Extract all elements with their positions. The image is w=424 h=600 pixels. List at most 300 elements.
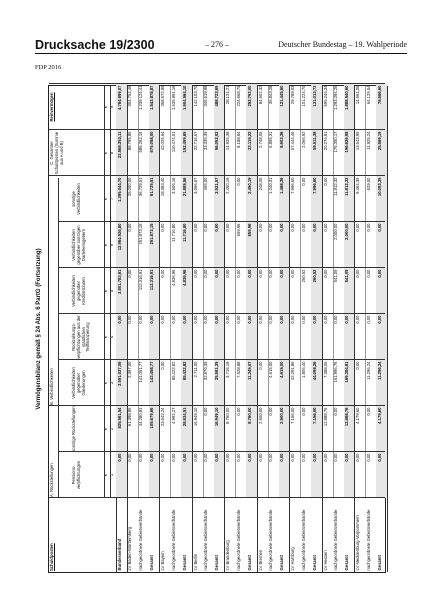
table-cell: 152.499,65 <box>181 131 187 153</box>
table-cell: 586.262,15 <box>138 131 144 153</box>
table-cell: 488.723,69 <box>214 85 220 107</box>
table-cell: 4.179,60 <box>355 407 361 424</box>
table-cell: 84.602,32 <box>257 85 263 105</box>
table-cell: 1.888.540,60 <box>344 85 350 110</box>
header-rule <box>110 86 111 498</box>
row-label: nachgeordnete Gebietsverbände <box>268 509 274 571</box>
table-cell: 0,00 <box>376 315 382 324</box>
table-cell: 0,00 <box>159 315 165 324</box>
column-index: 5 <box>109 289 114 293</box>
group-header-d: Reinvermögen <box>49 92 54 122</box>
row-label: Gesamt <box>214 555 220 571</box>
table-cell: 0,00 <box>159 223 165 232</box>
table-cell: 346.619,99 <box>203 85 209 107</box>
table-cell: 0,00 <box>235 177 241 186</box>
table-cell: 0,00 <box>333 407 339 416</box>
row-label: LV Brandenburg <box>225 540 231 571</box>
table-cell: 112.316,91 <box>138 269 144 291</box>
table-cell: 465,00 <box>203 177 209 191</box>
table-cell: 2.500,00 <box>279 407 285 424</box>
table-cell: 0,00 <box>214 223 220 232</box>
page-header <box>35 38 407 52</box>
table-cell: 1.395.044,70 <box>116 177 122 202</box>
table-cell: 2.066,92 <box>300 131 306 148</box>
column-rule <box>49 129 385 130</box>
currency-cell: € <box>103 105 108 109</box>
table-cell: 2.748,05 <box>257 131 263 148</box>
table-cell: 42.291,86 <box>290 361 296 381</box>
table-cell: 0,00 <box>300 407 306 416</box>
table-cell: 304.754,46 <box>127 85 133 107</box>
table-cell: 8.760,00 <box>225 407 231 424</box>
table-cell: 2.000,00 <box>344 223 350 240</box>
table-cell: 0,00 <box>365 223 371 232</box>
row-label: Bundesverband <box>116 538 122 571</box>
table-cell: 4.179,60 <box>376 407 382 424</box>
column-header-3: Verbindlichkeiten gegenüber Gliederungen <box>71 367 86 399</box>
table-cell: 23.115,22 <box>246 131 252 150</box>
table-cell: 0,00 <box>355 223 361 232</box>
table-cell: 0,00 <box>355 361 361 370</box>
table-cell: 0,00 <box>159 453 165 462</box>
table-cell: 0,00 <box>257 315 263 324</box>
column-rule <box>58 313 385 314</box>
table-cell: 0,00 <box>235 407 241 416</box>
table-cell: 629,00 <box>365 177 371 191</box>
table-cell: 0,00 <box>300 315 306 324</box>
table-cell: 35.581,35 <box>214 361 220 381</box>
table-cell: 8.760,00 <box>246 407 252 424</box>
table-cell: 12.888,76 <box>344 407 350 427</box>
table-cell: 0,00 <box>225 315 231 324</box>
table-cell: 0,00 <box>225 269 231 278</box>
table-cell: 1.488,36 <box>279 177 285 194</box>
table-cell: 3.521,57 <box>214 177 220 194</box>
table-cell: 101.224,70 <box>300 85 306 107</box>
table-cell: 0,00 <box>365 407 371 416</box>
column-index: 9 <box>109 105 114 109</box>
table-cell: 11.296,24 <box>376 361 382 380</box>
table-cell: 0,00 <box>344 315 350 324</box>
table-cell: 0,00 <box>376 453 382 462</box>
table-cell: 0,00 <box>268 223 274 232</box>
table-cell: 4.615,00 <box>268 361 274 378</box>
table-cell: 3.506,16 <box>170 177 176 194</box>
row-label: nachgeordnete Gebietsverbände <box>235 509 241 571</box>
column-header-5: Verbindlichkeiten gegenüber Kreditinstituten <box>71 275 86 307</box>
table-cell: 8.188,84 <box>235 131 241 148</box>
table-cell: 0,00 <box>279 269 285 278</box>
table-cell: 25.569,19 <box>376 131 382 151</box>
table-cell: 142.103,70 <box>192 85 198 107</box>
table-cell: 0,00 <box>268 315 274 324</box>
table-cell: 1.806,40 <box>300 361 306 378</box>
table-cell: 7.528,88 <box>235 361 241 378</box>
header-rule <box>58 178 59 498</box>
table-cell: 0,00 <box>279 453 285 462</box>
row-label: Gesamt <box>279 555 285 571</box>
table-cell: 0,00 <box>203 269 209 278</box>
table-cell: 0,00 <box>214 315 220 324</box>
table-cell: 61.398,85 <box>127 407 133 427</box>
table-cell: 659,96 <box>246 223 252 237</box>
table-cell: 4.836,96 <box>181 269 187 286</box>
table-cell: 1.535.991,15 <box>170 85 176 110</box>
table-cell: 0,00 <box>149 315 155 324</box>
table-cell: 0,00 <box>279 315 285 324</box>
table-cell: 0,00 <box>279 223 285 232</box>
table-cell: 9.464,35 <box>355 177 361 194</box>
table-cell: 7.996,60 <box>290 177 296 194</box>
table-cell: 7.996,60 <box>311 177 317 194</box>
table-cell: 143.458,77 <box>149 361 155 383</box>
row-label: Gesamt <box>181 555 187 571</box>
table-cell: 0,00 <box>246 269 252 278</box>
column-rule <box>58 451 385 452</box>
row-label: nachgeordnete Gebietsverbände <box>365 509 371 571</box>
table-cell: 4.992,27 <box>170 407 176 424</box>
table-cell: 0,00 <box>322 269 328 278</box>
column-index: 3 <box>109 381 114 385</box>
row-label: LV Bayern <box>159 551 165 571</box>
table-cell: 11.716,80 <box>170 223 176 242</box>
table-cell: 0,00 <box>333 315 339 324</box>
table-cell: 59.511,38 <box>311 131 317 150</box>
table-cell: 368.572,95 <box>159 85 165 107</box>
table-cell: 0,00 <box>322 315 328 324</box>
table-cell: 176.350,17 <box>333 131 339 153</box>
table-cell: 12.888,76 <box>322 407 328 427</box>
table-cell: 0,00 <box>268 269 274 278</box>
table-cell: 0,00 <box>159 361 165 370</box>
table-cell: 0,00 <box>355 315 361 324</box>
table-cell: 0,00 <box>203 453 209 462</box>
table-cell: 64.125,54 <box>365 85 371 105</box>
table-cell: 141.061,77 <box>138 361 144 383</box>
table-cell: 0,00 <box>322 453 328 462</box>
table-cell: 105.679,66 <box>149 407 155 429</box>
row-label: Gesamt <box>344 555 350 571</box>
table-cell: 57.444,46 <box>290 131 296 151</box>
currency-cell: € <box>103 151 108 155</box>
table-cell: 260,52 <box>311 269 317 283</box>
row-label: Gesamt <box>149 555 155 571</box>
table-cell: 121.445,60 <box>279 85 285 107</box>
table-cell: 0,00 <box>127 453 133 462</box>
table-cell: 85.422,82 <box>170 361 176 381</box>
table-cell: 0,00 <box>170 453 176 462</box>
table-cell: 0,00 <box>138 315 144 324</box>
table-cell: 0,00 <box>127 315 133 324</box>
table-cell: 33.335,35 <box>203 131 209 151</box>
table-cell: 260,52 <box>300 269 306 283</box>
column-rule <box>49 405 385 406</box>
table-cell: 44.098,26 <box>311 361 317 381</box>
table-cell: 44.280,81 <box>138 407 144 427</box>
row-label: Gesamt <box>376 555 382 571</box>
table-cell: 0,00 <box>235 269 241 278</box>
table-cell: 11.716,80 <box>181 223 187 242</box>
row-label: Gesamt <box>311 555 317 571</box>
table-cell: 7.156,00 <box>290 407 296 424</box>
table-cell: 0,00 <box>192 269 198 278</box>
table-cell: 1.240,31 <box>268 177 274 194</box>
table-cell: 0,00 <box>290 269 296 278</box>
table-cell: 11.812,32 <box>344 177 350 196</box>
table-cell: 11.925,24 <box>365 131 371 150</box>
table-cell: 2.397,00 <box>127 361 133 378</box>
table-cell: 595.246,34 <box>322 85 328 107</box>
row-label: nachgeordnete Gebietsverbände <box>138 509 144 571</box>
table-cell: 3.591.037,06 <box>116 361 122 386</box>
table-cell: 0,00 <box>181 453 187 462</box>
column-rule <box>49 175 385 176</box>
table-cell: 7.388,05 <box>322 361 328 378</box>
row-label: LV Baden-Württemberg <box>127 526 133 571</box>
table-cell: 4.764.699,07 <box>116 85 122 110</box>
table-cell: 0,00 <box>322 177 328 186</box>
table-cell: 0,00 <box>203 315 209 324</box>
header-rule <box>104 86 105 498</box>
table-cell: 0,00 <box>170 315 176 324</box>
column-index: 2 <box>109 427 114 431</box>
table-cell: 0,00 <box>333 453 339 462</box>
table-cell: 0,00 <box>246 315 252 324</box>
table-cell: 0,00 <box>376 223 382 232</box>
table-cell: 248,05 <box>257 177 263 191</box>
row-label: nachgeordnete Gebietsverbände <box>203 509 209 571</box>
table-cell: 0,00 <box>257 361 263 370</box>
table-cell: 541,09 <box>333 269 339 283</box>
row-label: nachgeordnete Gebietsverbände <box>300 509 306 571</box>
table-cell: 0,00 <box>214 269 220 278</box>
table-cell: 0,00 <box>159 269 165 278</box>
table-cell: 7.156,00 <box>311 407 317 424</box>
table-cell: 0,00 <box>214 453 220 462</box>
table-cell: 112.316,91 <box>149 269 155 291</box>
currency-cell: € <box>103 243 108 247</box>
table-cell: 18.383,40 <box>159 177 165 197</box>
table-cell: 1.293.294,26 <box>333 85 339 110</box>
column-rule <box>49 83 385 84</box>
table-cell: 0,00 <box>268 407 274 416</box>
row-rule <box>387 86 388 572</box>
table-cell: 161.996,76 <box>333 361 339 383</box>
table-cell: 22.568.353,11 <box>116 131 122 159</box>
table-cell: 61.729,51 <box>149 177 155 197</box>
table-cell: 0,00 <box>235 453 241 462</box>
table-cell: 88.795,85 <box>127 131 133 151</box>
table-cell: 5.855,31 <box>268 131 274 148</box>
column-header-2: sonstige Rückstellungen <box>71 406 76 452</box>
column-header-4: Rückzahlungs-verpflichtungen aus der staatlichen Teilfinanzierung <box>71 315 91 359</box>
table-cell: 0,00 <box>268 453 274 462</box>
table-cell: 0,00 <box>290 315 296 324</box>
table-cell: 29.789,03 <box>290 85 296 105</box>
table-cell: 12.964.926,80 <box>116 223 122 251</box>
table-cell: 0,00 <box>257 269 263 278</box>
table-cell: 169.384,81 <box>344 361 350 383</box>
row-label: nachgeordnete Gebietsverbände <box>333 509 339 571</box>
table-cell: 110.474,01 <box>170 131 176 153</box>
table-cell: 28.634,51 <box>181 407 187 427</box>
table-cell: 28.124,21 <box>225 85 231 105</box>
table-cell: 0,00 <box>300 453 306 462</box>
table-cell: 0,00 <box>311 315 317 324</box>
table-cell: 3.056,57 <box>192 177 198 194</box>
rotated-table-stage <box>35 85 388 573</box>
table-cell: 0,00 <box>192 315 198 324</box>
table-cell: 1.904.564,10 <box>181 85 187 110</box>
table-cell: 56.052,02 <box>214 131 220 151</box>
table-cell: 0,00 <box>203 407 209 416</box>
column-rule <box>49 497 385 498</box>
table-cell: 825.561,54 <box>116 407 122 429</box>
table-cell: 0,00 <box>225 223 231 232</box>
row-label: LV Hamburg <box>290 547 296 571</box>
table-cell: 0,00 <box>376 269 382 278</box>
table-cell: 21.889,56 <box>181 177 187 197</box>
group-header-c: C. Gesamter Schuldposten (Summe aus A und B) <box>49 131 64 175</box>
column-header-1: Pensions-verpflichtungen <box>71 460 81 490</box>
table-cell: 11.812,32 <box>333 177 339 196</box>
table-cell: 22.716,67 <box>192 131 198 151</box>
page-number: – 276 – <box>205 40 229 49</box>
table-cell: 25.000,00 <box>127 177 133 197</box>
table-cell: 36.843,28 <box>268 85 274 105</box>
row-label: LV Hessen <box>322 550 328 571</box>
table-cell: 16.949,10 <box>192 407 198 427</box>
currency-cell: € <box>103 335 108 339</box>
table-cell: 224.668,75 <box>235 85 241 107</box>
column-rule <box>58 221 385 222</box>
table-cell: 42.025,64 <box>159 131 165 151</box>
column-rule <box>58 267 385 268</box>
table-cell: 0,00 <box>365 453 371 462</box>
publication-name: Deutscher Bundestag – 19. Wahlperiode <box>278 40 407 49</box>
table-cell: 251.873,15 <box>149 223 155 245</box>
table-cell: 0,00 <box>181 315 187 324</box>
table-cell: 0,00 <box>225 453 231 462</box>
balance-sheet-table <box>48 85 386 573</box>
table-cell: 659,96 <box>235 223 241 237</box>
table-cell: 4.615,00 <box>279 361 285 378</box>
table-cell: 252.793,00 <box>246 85 252 107</box>
column-index: 1 <box>109 473 114 477</box>
table-cell: 2.450,19 <box>225 177 231 194</box>
table-cell: 0,00 <box>290 453 296 462</box>
row-label: LV Bremen <box>257 549 263 571</box>
table-cell: 0,00 <box>116 453 122 462</box>
party-year-label: FDP 2016 <box>35 64 62 71</box>
table-cell: 11.245,07 <box>246 361 252 380</box>
table-cell: 0,00 <box>192 453 198 462</box>
table-cell: 13.643,95 <box>355 131 361 151</box>
group-header-b: B. Verbindlichkeiten <box>49 368 54 405</box>
table-cell: 0,00 <box>355 269 361 278</box>
table-cell: 0,00 <box>127 269 133 278</box>
table-cell: 0,00 <box>365 315 371 324</box>
column-index: 7 <box>109 197 114 201</box>
column-rule <box>58 359 385 360</box>
table-cell: 0,00 <box>116 315 122 324</box>
table-cell: 1.239.124,41 <box>138 85 144 110</box>
table-cell: 0,00 <box>365 269 371 278</box>
column-header-7: sonstige Verbindlichkeiten <box>71 183 81 215</box>
table-cell: 0,00 <box>246 453 252 462</box>
row-label: LV Berlin <box>192 553 198 571</box>
rotated-table <box>35 85 388 573</box>
currency-cell: € <box>103 427 108 431</box>
table-cell: 0,00 <box>127 223 133 232</box>
row-label: LV Mecklenburg-Vorpommern <box>355 515 361 571</box>
table-cell: 0,00 <box>311 453 317 462</box>
currency-cell: € <box>103 381 108 385</box>
table-cell: 0,00 <box>344 453 350 462</box>
table-cell: 0,00 <box>192 223 198 232</box>
table-cell: 251.873,15 <box>138 223 144 245</box>
table-cell: 2.500,00 <box>257 407 263 424</box>
section-label: Schuldposten <box>49 543 54 571</box>
header-rule <box>35 53 407 54</box>
currency-cell: € <box>103 197 108 201</box>
table-cell: 1.543.878,87 <box>149 85 155 110</box>
table-cell: 0,00 <box>257 223 263 232</box>
table-cell: 131.013,73 <box>311 85 317 107</box>
drucksache-label: Drucksache 19/2300 <box>35 38 155 52</box>
table-cell: 2.000,00 <box>333 223 339 240</box>
table-title: Vermögensbilanz gemäß § 24 Abs. 6 PartG (Fortsetzung) <box>36 248 42 410</box>
group-header-a: A. Rückstellungen <box>49 463 54 497</box>
table-cell: 0,00 <box>138 453 144 462</box>
column-index: 6 <box>109 243 114 247</box>
table-cell: 0,00 <box>257 453 263 462</box>
table-cell: 0,00 <box>290 223 296 232</box>
table-cell: 0,00 <box>322 223 328 232</box>
table-cell: 11.296,24 <box>365 361 371 380</box>
table-cell: 8.603,36 <box>279 131 285 148</box>
table-cell: 0,00 <box>311 223 317 232</box>
table-cell: 0,00 <box>300 223 306 232</box>
table-cell: 0,00 <box>300 177 306 186</box>
table-cell: 196.626,98 <box>344 131 350 153</box>
row-label: nachgeordnete Gebietsverbände <box>170 509 176 571</box>
column-header-6: Verbindlichkeiten gegenüber sonstigen Darlehensgebern <box>71 225 86 265</box>
table-cell: 32.870,35 <box>203 361 209 381</box>
table-cell: 0,00 <box>149 453 155 462</box>
table-cell: 4.836,96 <box>170 269 176 286</box>
table-cell: 541,09 <box>344 269 350 283</box>
row-label: Gesamt <box>246 555 252 571</box>
table-cell: 16.949,10 <box>214 407 220 427</box>
table-cell: 10.093,35 <box>376 177 382 197</box>
table-cell: 3.716,19 <box>225 361 231 378</box>
currency-cell: € <box>103 289 108 293</box>
table-cell: 78.686,60 <box>376 85 382 105</box>
column-index: 4 <box>109 335 114 339</box>
currency-cell: € <box>103 473 108 477</box>
table-cell: 0,00 <box>355 453 361 462</box>
table-cell: 14.926,38 <box>225 131 231 151</box>
table-cell: 3.801.783,61 <box>116 269 122 294</box>
table-cell: 36.729,51 <box>138 177 144 197</box>
table-cell: 2.450,19 <box>246 177 252 194</box>
table-cell: 675.058,00 <box>149 131 155 153</box>
table-cell: 23.642,24 <box>159 407 165 427</box>
table-cell: 0,00 <box>235 315 241 324</box>
table-cell: 85.422,82 <box>181 361 187 381</box>
column-index: 8 <box>109 151 114 155</box>
